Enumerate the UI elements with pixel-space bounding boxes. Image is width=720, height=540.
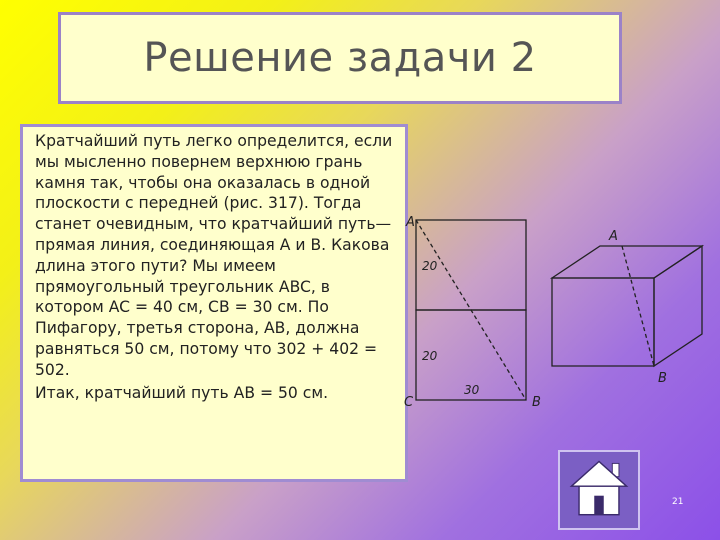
net-dimension-bottom: 20 (422, 349, 438, 363)
net-label-c: C (404, 395, 414, 410)
home-button[interactable] (558, 450, 640, 530)
cube-side-face (654, 246, 702, 366)
cube-diagonal-path (622, 246, 654, 366)
cube-label-a: A (609, 229, 618, 244)
net-label-b: B (532, 395, 541, 410)
house-icon (560, 452, 638, 528)
cube-top-face (552, 246, 702, 278)
cube-label-b: B (658, 371, 667, 386)
cube-front-face (552, 278, 654, 366)
unfolded-net-figure (416, 220, 526, 400)
slide-title: Решение задачи 2 (143, 35, 537, 81)
solution-text-panel (20, 124, 408, 482)
net-dimension-base: 30 (464, 383, 480, 397)
net-label-a: A (406, 215, 415, 230)
page-number: 21 (672, 497, 684, 507)
net-dimension-top: 20 (422, 259, 438, 273)
conclusion-paragraph: Итак, кратчайший путь AB = 50 см. (35, 383, 329, 402)
title-panel (58, 12, 622, 104)
cube-figure (552, 246, 702, 366)
geometry-figure (400, 200, 720, 420)
solution-paragraph: Кратчайший путь легко определится, если мы мысленно повернем верхнюю грань камня так, чтобы она оказалась в одной плоскости с передней (рис. 317). Тогда станет очевидным, что кратчайший путь—прямая линия, соединяющая A и B. Какова длина этого пути? Мы имеем прямоугольный треугольник ABC, в котором AC = 40 см, CB = 30 см. По Пифагору, третья сторона, AB, должна равняться 50 см, потому что 302 + 402 = 502. (35, 132, 393, 379)
